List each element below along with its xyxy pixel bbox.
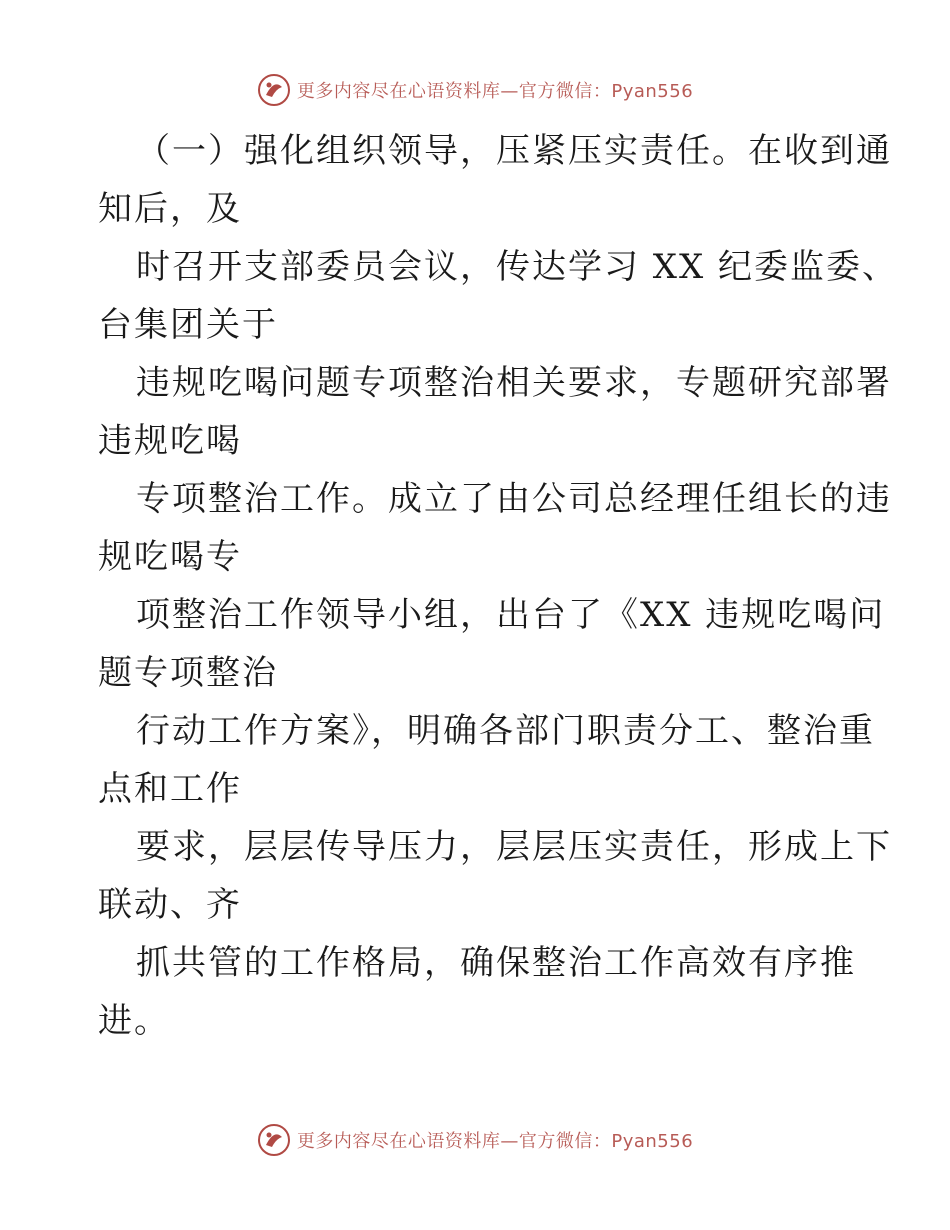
paragraph-line: 进。 (98, 1001, 170, 1041)
paragraph-line: （一）强化组织领导，压紧压实责任。在收到通 (136, 131, 892, 171)
paragraph-line: 知后，及 (98, 189, 242, 229)
paragraph-line: 项整治工作领导小组，出台了《XX 违规吃喝问 (136, 595, 886, 635)
paragraph-line: 违规吃喝 (98, 421, 242, 461)
paragraph-line: 时召开支部委员会议，传达学习 XX 纪委监委、 (136, 247, 899, 287)
footer-watermark-text: 更多内容尽在心语资料库—官方微信：Pyan556 (296, 1131, 694, 1152)
paragraph-line: 违规吃喝问题专项整治相关要求，专题研究部署 (136, 363, 892, 403)
footer-watermark (0, 1120, 950, 1160)
seal-logo-icon (257, 73, 291, 107)
paragraph-line: 台集团关于 (98, 305, 278, 345)
paragraph-line: 行动工作方案》，明确各部门职责分工、整治重 (136, 711, 875, 751)
paragraph-line: 题专项整治 (98, 653, 278, 693)
paragraph-line: 要求，层层传导压力，层层压实责任，形成上下 (136, 827, 892, 867)
header-watermark (0, 70, 950, 110)
paragraph-line: 专项整治工作。成立了由公司总经理任组长的违 (136, 479, 892, 519)
paragraph-line: 规吃喝专 (98, 537, 242, 577)
document-body (98, 122, 899, 1050)
paragraph-line: 点和工作 (98, 769, 242, 809)
seal-logo-icon (257, 1123, 291, 1157)
header-watermark-text: 更多内容尽在心语资料库—官方微信：Pyan556 (296, 81, 694, 102)
paragraph-line: 联动、齐 (98, 885, 242, 925)
paragraph-line: 抓共管的工作格局，确保整治工作高效有序推 (136, 943, 856, 983)
